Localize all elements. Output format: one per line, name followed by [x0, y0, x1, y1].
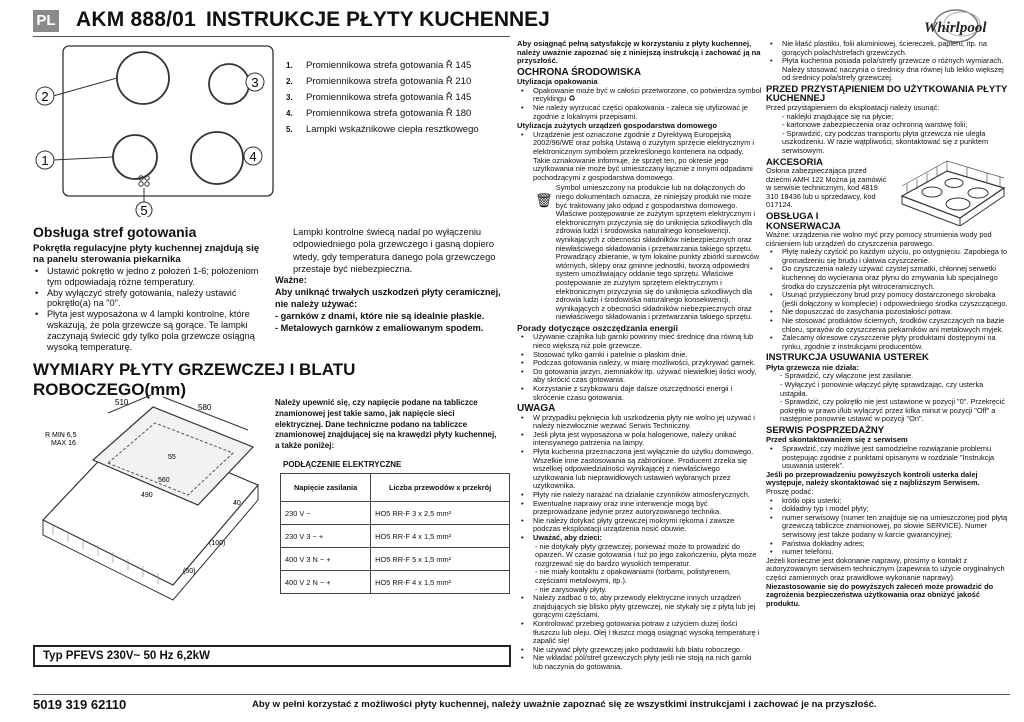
callout-2-label: 2	[41, 89, 49, 104]
page-title: INSTRUKCJE PŁYTY KUCHENNEJ	[206, 8, 550, 31]
care-intro: Ważne: urządzenia nie wolno myć przy pomocy strumienia wody pod ciśnieniem lub urządzeń do czyszczenia parowego.	[766, 230, 992, 248]
callout-2	[36, 87, 54, 105]
list-item: • Podczas gotowania należy, w miarę możliwości, przykrywać garnek.	[517, 359, 762, 368]
indicator-lamps-text: Lampki kontrolne świecą nadal po wyłączeniu odpowiedniego pola grzewczego i gasną dopiero wtedy, gdy temperatura danego pola grzewczego przestaje być niebezpieczna.	[293, 227, 496, 274]
callout-1-label: 1	[41, 153, 49, 168]
safety-column	[517, 40, 762, 690]
children-line: - nie zarysowały płyty.	[535, 584, 607, 594]
list-item: • Usunąć przypieczony brud przy pomocy dostarczonego skrobaka (jeśli dołączony w komplecie) i odpowiedniego środka czyszczącego.	[766, 291, 1010, 308]
service-ask: Proszę podać:	[766, 487, 814, 497]
list-item: • Uważać, aby dzieci:	[517, 534, 762, 543]
list-item: • Ewentualne naprawy oraz inne interwencje mogą być przeprowadzane jedynie przez autoryzowanego technika.	[517, 500, 762, 517]
intro-text: Aby osiągnąć pełną satysfakcję w korzystaniu z płyty kuchennej, należy uważnie zapoznać się z niniejszą instrukcją i zachować ją na przyszłość.	[517, 40, 761, 66]
table-row: 400 V 3 N ~ + HO5 RR-F 5 x 1,5 mm²	[281, 548, 510, 571]
list-item: • Nie wkładać pól/stref grzewczych płyty jeśli nie stoją na nich garnki lub naczynia do gotowania.	[517, 654, 762, 671]
children-line: - nie dotykały płyty grzewczej, ponieważ może to prowadzić do oparzeń. W czasie gotowania i tuż po jego zakończeniu, płyta może rozgrzewać się do bardzo wysokich temperatur.	[535, 541, 757, 568]
list-item: • numer serwisowy (numer ten znajduje się na umieszczonej pod płytą grzewczą tabliczce znamionowej, po słowie SERVICE). Numer serwisowy jest także podany w karcie gwarancyjnej;	[766, 514, 1010, 540]
list-item: • Opakowanie może być w całości przetworzone, co potwierdza symbol recyklingu ♻	[517, 87, 762, 104]
footer-text: Aby w pełni korzystać z możliwości płyty kuchennej, należy uważnie zapoznać się ze wszystkimi instrukcjami i zachować je na przyszłość.	[252, 699, 877, 710]
list-item: • Należy zadbać o to, aby przewody elektryczne innych urządzeń znajdujących się blisko płyty grzewczej, nie stykały się z płytą lub jej gorącymi częściami.	[517, 594, 762, 620]
table-header: Liczba przewodów x przekrój	[371, 474, 510, 502]
zone-2-circle	[117, 52, 169, 104]
dimensions-drawing	[33, 385, 268, 610]
dim-580: 580	[198, 403, 212, 412]
service-sub: Przed skontaktowaniem się z serwisem	[766, 435, 908, 445]
child-guard-image	[892, 156, 1010, 226]
service-end: Jeżeli konieczne jest dokonanie naprawy, prosimy o kontakt z autoryzowanym serwisem technicznym (zapewnia to użycie oryginalnych części zamiennych oraz prawidłowe wykonanie naprawy).	[766, 555, 1005, 582]
care-title: OBSŁUGA I KONSERWACJA	[766, 211, 841, 232]
document-code: 5019 319 62110	[33, 697, 127, 712]
brand-logo-text: Whirlpool	[924, 20, 987, 36]
callout-3-label: 3	[251, 75, 259, 90]
list-item: • Płytę należy czyścić po każdym użyciu, po ostygnięciu. Zapobiega to gromadzeniu się brudu i ułatwia czyszczenie.	[766, 248, 1010, 265]
list-item: • Aby wyłączyć strefy gotowania, należy ustawić pokrętło(a) na "0".	[33, 288, 268, 310]
dim-40: 40	[233, 500, 241, 507]
dim-560: 560	[158, 477, 170, 484]
table-row: 400 V 2 N ~ + HO5 RR-F 4 x 1,5 mm²	[281, 571, 510, 594]
list-item: • Nie używać płyty grzewczej jako podstawki lub blatu roboczego.	[517, 646, 762, 655]
children-line: - nie miały kontaktu z opakowaniami (torbami, polistyrenem, częściami metalowymi, itp.).	[535, 567, 731, 585]
zone-legend	[286, 58, 508, 138]
trouble-title: INSTRUKCJA USUWANIA USTEREK	[766, 352, 929, 364]
service-warning: Niezastosowanie się do powyższych zaleceń może prowadzić do zagrożenia bezpieczeństwa użytkowania oraz obniżyć jakość produktu.	[766, 581, 994, 608]
callout-4-label: 4	[249, 149, 257, 164]
zone-4-circle	[191, 132, 243, 184]
list-item: • Nie kłaść plastiku, folii aluminiowej, ściereczek, papieru, itp. na gorących polach/strefach grzewczych.	[766, 40, 1010, 57]
connection-title: PODŁĄCZENIE ELEKTRYCZNE	[283, 460, 402, 469]
dim-max: MAX 16	[51, 440, 76, 447]
dim-490: 490	[141, 492, 153, 499]
legend-item: 2. Promiennikowa strefa gotowania Ř 210	[286, 76, 472, 87]
wheelie-bin-icon: 🗑	[535, 192, 553, 209]
table-row: 230 V ~ HO5 RR-F 3 x 2,5 mm²	[281, 502, 510, 525]
dimensions-title: WYMIARY PŁYTY GRZEWCZEJ I BLATU ROBOCZEGO(mm)	[33, 360, 356, 399]
footer-divider	[33, 694, 1010, 695]
callout-5-label: 5	[140, 203, 148, 217]
list-item: • Korzystanie z szybkowaru daje dalsze oszczędności energii i skrócenie czasu gotowania.	[517, 385, 762, 402]
list-item: • Do czyszczenia należy używać czystej szmatki, chłonnej serwetki kuchennej do wycierania oraz płynu do zmywania lub specjalnego środka do czyszczenia płyt witroceramicznych.	[766, 265, 1010, 291]
list-item: • Państwa dokładny adres;	[766, 540, 1010, 549]
dim-50: (50)	[183, 568, 196, 575]
list-item: • dokładny typ i model płyty;	[766, 505, 1010, 514]
maintenance-column: • Nie kłaść plastiku, folii aluminiowej, ściereczek, papieru, itp. na gorących polach/strefach grzewczych. • Płyta kuchenna posiada pola/strefy grzewcze o różnych wymiarach. Należy stosować naczynia o średnicy dna równej lub lekko większej od średnicy pola/strefy grzewczej. PRZED PRZYSTĄPIENIEM DO UŻYTKOWANIA PŁYTY KUCHENNEJ Przed przystąpieniem do eksploatacji należy usunąć: - naklejki znajdujące się na płycie; - kartonowe zabezpieczenia oraz ochronną warstwę folii; - Sprawdzić, czy podczas transportu płyta grzewcza nie uległa uszkodzeniu. W razie wątpliwości, skontaktować się z punktem serwisowym. AKCESORIA Osłona zabezpieczająca przed dziećmi AMH 122 Można ją zamówić w serwisie technicznym, kod 4819 310 18436 lub u sprzedawcy, kod 017124. OBSŁUGA I KONSERWACJA Ważne: urządzenia nie wolno myć przy pomocy strumienia wody pod ciśnieniem lub urządzeń do czyszczenia parowego. • Płytę należy czyścić po każdym użyciu, po ostygnięciu. Zapobiega to gromadzeniu się brudu i ułatwia czyszczenie. • Do czyszczenia należy używać czystej szmatki, chłonnej serwetki kuchennej do wycierania oraz płynu do zmywania lub specjalnego środka do czyszczenia płyt witroceramicznych. • Usunąć przypieczony brud przy pomocy dostarczonego skrobaka (jeśli dołączony w komplecie) i odpowiedniego środka czyszczącego. • Nie dopuszczać do zasychania pozostałości potraw. • Nie stosować produktów ściernych, środków czyszczących na bazie chloru, sprayów do czyszczenia piekarników ani metalowych myjek. • Zalecamy okresowe czyszczenie płyty produktami dostępnymi na rynku, zgodnie z instrukcjami producentów. INSTRUKCJA USUWANIA USTEREK Płyta grzewcza nie działa: - Sprawdzić, czy włączone jest zasilanie. - Wyłączyć i ponownie włączyć płytę sprawdzając, czy usterka ustąpiła. - Sprawdzić, czy pokrętło nie jest ustawione w pozycji "0". Przekręcić pokrętło w prawo i/lub wyłączyć przez kilka minut w pozycji "Off" a następnie ponownie ustawić w pozycji "On". SERWIS POSPRZEDAŻNY Przed skontaktowaniem się z serwisem • Sprawdzić, czy możliwe jest samodzielne rozwiązanie problemu postępując zgodnie z punktami opisanymi w rozdziale "Instrukcja usuwania usterek". Jeśli po przeprowadzeniu powyższych kontroli usterka dalej występuje, należy skontaktować się z najbliższym Serwisem. Proszę podać: • krótki opis usterki; • dokładny typ i model płyty; • numer serwisowy (numer ten znajduje się na umieszczonej pod płytą grzewczą tabliczce znamionowej, po słowie SERVICE). Numer serwisowy jest także podany w karcie gwarancyjnej; • Państwa dokładny adres; • numer telefonu. Jeżeli konieczne jest dokonanie naprawy, prosimy o kontakt z autoryzowanym serwisem technicznym (zapewnia to użycie oryginalnych części zamiennych oraz prawidłowe wykonanie naprawy). Niezastosowanie się do powyższych zaleceń może prowadzić do zagrożenia bezpieczeństwa użytkowania oraz obniżyć jakość produktu.	[766, 40, 1010, 690]
list-item: • Używanie czajnika lub garnki powinny mieć średnicę dna równą lub nieco większą niż pole grzewcze.	[517, 333, 762, 350]
model-number: AKM 888/01	[76, 8, 196, 31]
dim-510: 510	[115, 398, 129, 407]
dim-100: (100)	[209, 540, 226, 547]
cooking-zones-section	[33, 224, 268, 352]
voltage-note: Należy upewnić się, czy napięcie podane na tabliczce znamionowej jest takie samo, jak napięcie sieci elektrycznej. Dane techniczne podano na tabliczce znamionowej znajdującej się na krawędzi płyty kuchennej, a także poniżej:	[275, 398, 497, 451]
zone-3-circle	[209, 64, 249, 104]
callout-1	[36, 151, 54, 169]
ceramic-warning: Ważne: Aby uniknąć trwałych uszkodzeń płyty ceramicznej, nie należy używać: - garnków z dnami, które nie są idealnie płaskie. - Metalowych garnków z emaliowanym spodem.	[275, 275, 501, 333]
waste-title: Utylizacja zużytych urządzeń gospodarstwa domowego	[517, 121, 718, 131]
service-bold: Jeśli po przeprowadzeniu powyższych kontroli usterka dalej występuje, należy skontaktować się z najbliższym Serwisem.	[766, 469, 980, 488]
language-badge: PL	[33, 10, 59, 32]
list-item: • W przypadku pęknięcia lub uszkodzenia płyty nie wolno jej używać i należy niezwłocznie wezwać Serwis Techniczny.	[517, 414, 762, 431]
list-item: • Urządzenie jest oznaczone zgodnie z Dyrektywą Europejską 2002/96/WE oraz polską Ustawą o zużytym sprzęcie elektrycznym i elektronicznym symbolem przekreślonego kontenera na odpady. Takie oznakowanie informuje, że sprzęt ten, po okresie jego użytkowania nie może być umieszczany łącznie z innymi odpadami pochodzącymi z gospodarstwa domowego.	[517, 131, 762, 183]
before-text: Przed przystąpieniem do eksploatacji należy usunąć:	[766, 102, 940, 112]
tips-title: Porady dotyczące oszczędzania energii	[517, 322, 678, 333]
weee-text: Symbol umieszczony na produkcie lub na dołączonych do niego dokumentach oznacza, że niniejszy produkt nie może być traktowany jako odpad z gospodarstwa domowego. Właściwe postępowanie ze zużytym sprzętem elektrycznym i elektronicznym przyczynia się do uniknięcia szkodliwych dla zdrowia ludzi i środowiska naturalnego konsekwencji, wynikających z obecności składników niebezpiecznych oraz niewłaściwego składowania i przetwarzania takiego sprzętu. Prowadzący zbieranie, w tym lokalne punkty zbiórki surowców wtórnych, sklepy oraz gminne jednostki, tworzą odpowiedni system umożliwiający oddanie tego sprzętu. Właściwe postępowanie ze zużytym sprzętem elektrycznym i elektronicznym przyczynia się do uniknięcia szkodliwych dla zdrowia ludzi i środowiska naturalnego konsekwencji, wynikających z obecności składników niebezpiecznych oraz niewłaściwego składowania i przetwarzania takiego sprzętu.	[555, 183, 760, 322]
list-item: • Kontrolować przebieg gotowania potraw z użyciem dużej ilości tłuszczu lub oleju. Olej i tłuszcz mogą osiągnąć wysoką temperaturę i zapalić się!	[517, 620, 762, 646]
list-item: • Płyta kuchenna posiada pola/strefy grzewcze o różnych wymiarach. Należy stosować naczynia o średnicy dna równej lub lekko większej od średnicy pola/strefy grzewczej.	[766, 57, 1010, 83]
section-title: Obsługa stref gotowania	[33, 224, 197, 240]
acc-title: AKCESORIA	[766, 156, 824, 168]
trouble-sub: Płyta grzewcza nie działa:	[766, 362, 859, 372]
list-item: • Nie dopuszczać do zasychania pozostałości potraw.	[766, 308, 1010, 317]
list-item: • krótki opis usterki;	[766, 497, 1010, 506]
dim-55: 55	[168, 454, 176, 461]
list-item: • Sprawdzić, czy możliwe jest samodzielne rozwiązanie problemu postępując zgodnie z punktami opisanymi w rozdziale "Instrukcja usuwania usterek".	[766, 445, 1010, 471]
table-row: 230 V 3 ~ + HO5 RR-F 4 x 1,5 mm²	[281, 525, 510, 548]
list-item: • Płyty nie należy narażać na działanie czynników atmosferycznych.	[517, 491, 762, 500]
recycle-icon: ♻	[568, 94, 576, 104]
list-item: • Płyta jest wyposażona w 4 lampki kontrolne, które wskazują, że pola grzewcze są gorące. Te lampki zaczynają świecić gdy tylko pola grzewcze osiągną wysoką temperaturę.	[33, 309, 268, 352]
list-item: • Stosować tylko garnki i patelnie o płaskim dnie.	[517, 351, 762, 360]
connection-table	[280, 473, 510, 594]
pack-title: Utylizacja opakowania	[517, 77, 598, 87]
list-item: • Nie należy dotykać płyty grzewczej mokrymi rękoma i zawsze podczas eksploatacji urządzenia nosić obuwie.	[517, 517, 762, 534]
header-divider	[33, 36, 510, 37]
rating-box: Typ PFEVS 230V~ 50 Hz 6,2kW	[33, 645, 511, 667]
callout-4	[244, 147, 262, 165]
list-item: • Jeśli płyta jest wyposażona w pola halogenowe, należy unikać intensywnego patrzenia na lampy.	[517, 431, 762, 448]
callout-3	[246, 73, 264, 91]
legend-item: 5. Lampki wskaźnikowe ciepła resztkowego	[286, 124, 479, 135]
legend-item: 4. Promiennikowa strefa gotowania Ř 180	[286, 108, 472, 119]
service-title: SERWIS POSPRZEDAŻNY	[766, 424, 885, 436]
section-subtitle: Pokrętła regulacyjne płyty kuchennej znajdują się na panelu sterowania piekarnika	[33, 243, 260, 265]
list-item: • numer telefonu.	[766, 548, 1010, 557]
list-item: • Nie należy wyrzucać części opakowania - zaleca się utylizować je zgodnie z lokalnymi przepisami.	[517, 104, 762, 121]
dim-rmin: R MIN 6,5	[45, 432, 77, 439]
table-header: Napięcie zasilania	[281, 474, 371, 502]
list-item: • Ustawić pokrętło w jedno z położeń 1-6; położeniom tym odpowiadają różne temperatury.	[33, 266, 268, 288]
list-item: • Płyta kuchenna przeznaczona jest wyłącznie do użytku domowego. Wszelkie inne zastosowania są zabronione. Producent zrzeka się wszelkiej odpowiedzialności wynikającej z niewłaściwego użytkowania lub nieprawidłowych ustawień wybranych przez użytkownika.	[517, 448, 762, 491]
zone-1-circle	[113, 135, 157, 179]
before-title: PRZED PRZYSTĄPIENIEM DO UŻYTKOWANIA PŁYTY KUCHENNEJ	[766, 83, 1008, 105]
callout-5	[136, 202, 152, 217]
legend-item: 1. Promiennikowa strefa gotowania Ř 145	[286, 60, 472, 71]
acc-text: Osłona zabezpieczająca przed dziećmi AMH 122 Można ją zamówić w serwisie technicznym, kod 4819 310 18436 lub u sprzedawcy, kod 017124.	[766, 166, 887, 210]
list-item: • Nie stosować produktów ściernych, środków czyszczących na bazie chloru, sprayów do czyszczenia piekarników ani metalowych myjek.	[766, 317, 1010, 334]
env-title: OCHRONA ŚRODOWISKA	[517, 66, 642, 78]
hob-diagram	[33, 42, 293, 217]
list-item: • Do gotowania jarzyn, ziemniaków itp. używać niewielkiej ilości wody, aby skrócić czas gotowania.	[517, 368, 762, 385]
legend-item: 3. Promiennikowa strefa gotowania Ř 145	[286, 92, 472, 103]
warn-title: UWAGA	[517, 403, 556, 415]
list-item: • Zalecamy okresowe czyszczenie płyty produktami dostępnymi na rynku, zgodnie z instrukcjami producentów.	[766, 334, 1010, 351]
